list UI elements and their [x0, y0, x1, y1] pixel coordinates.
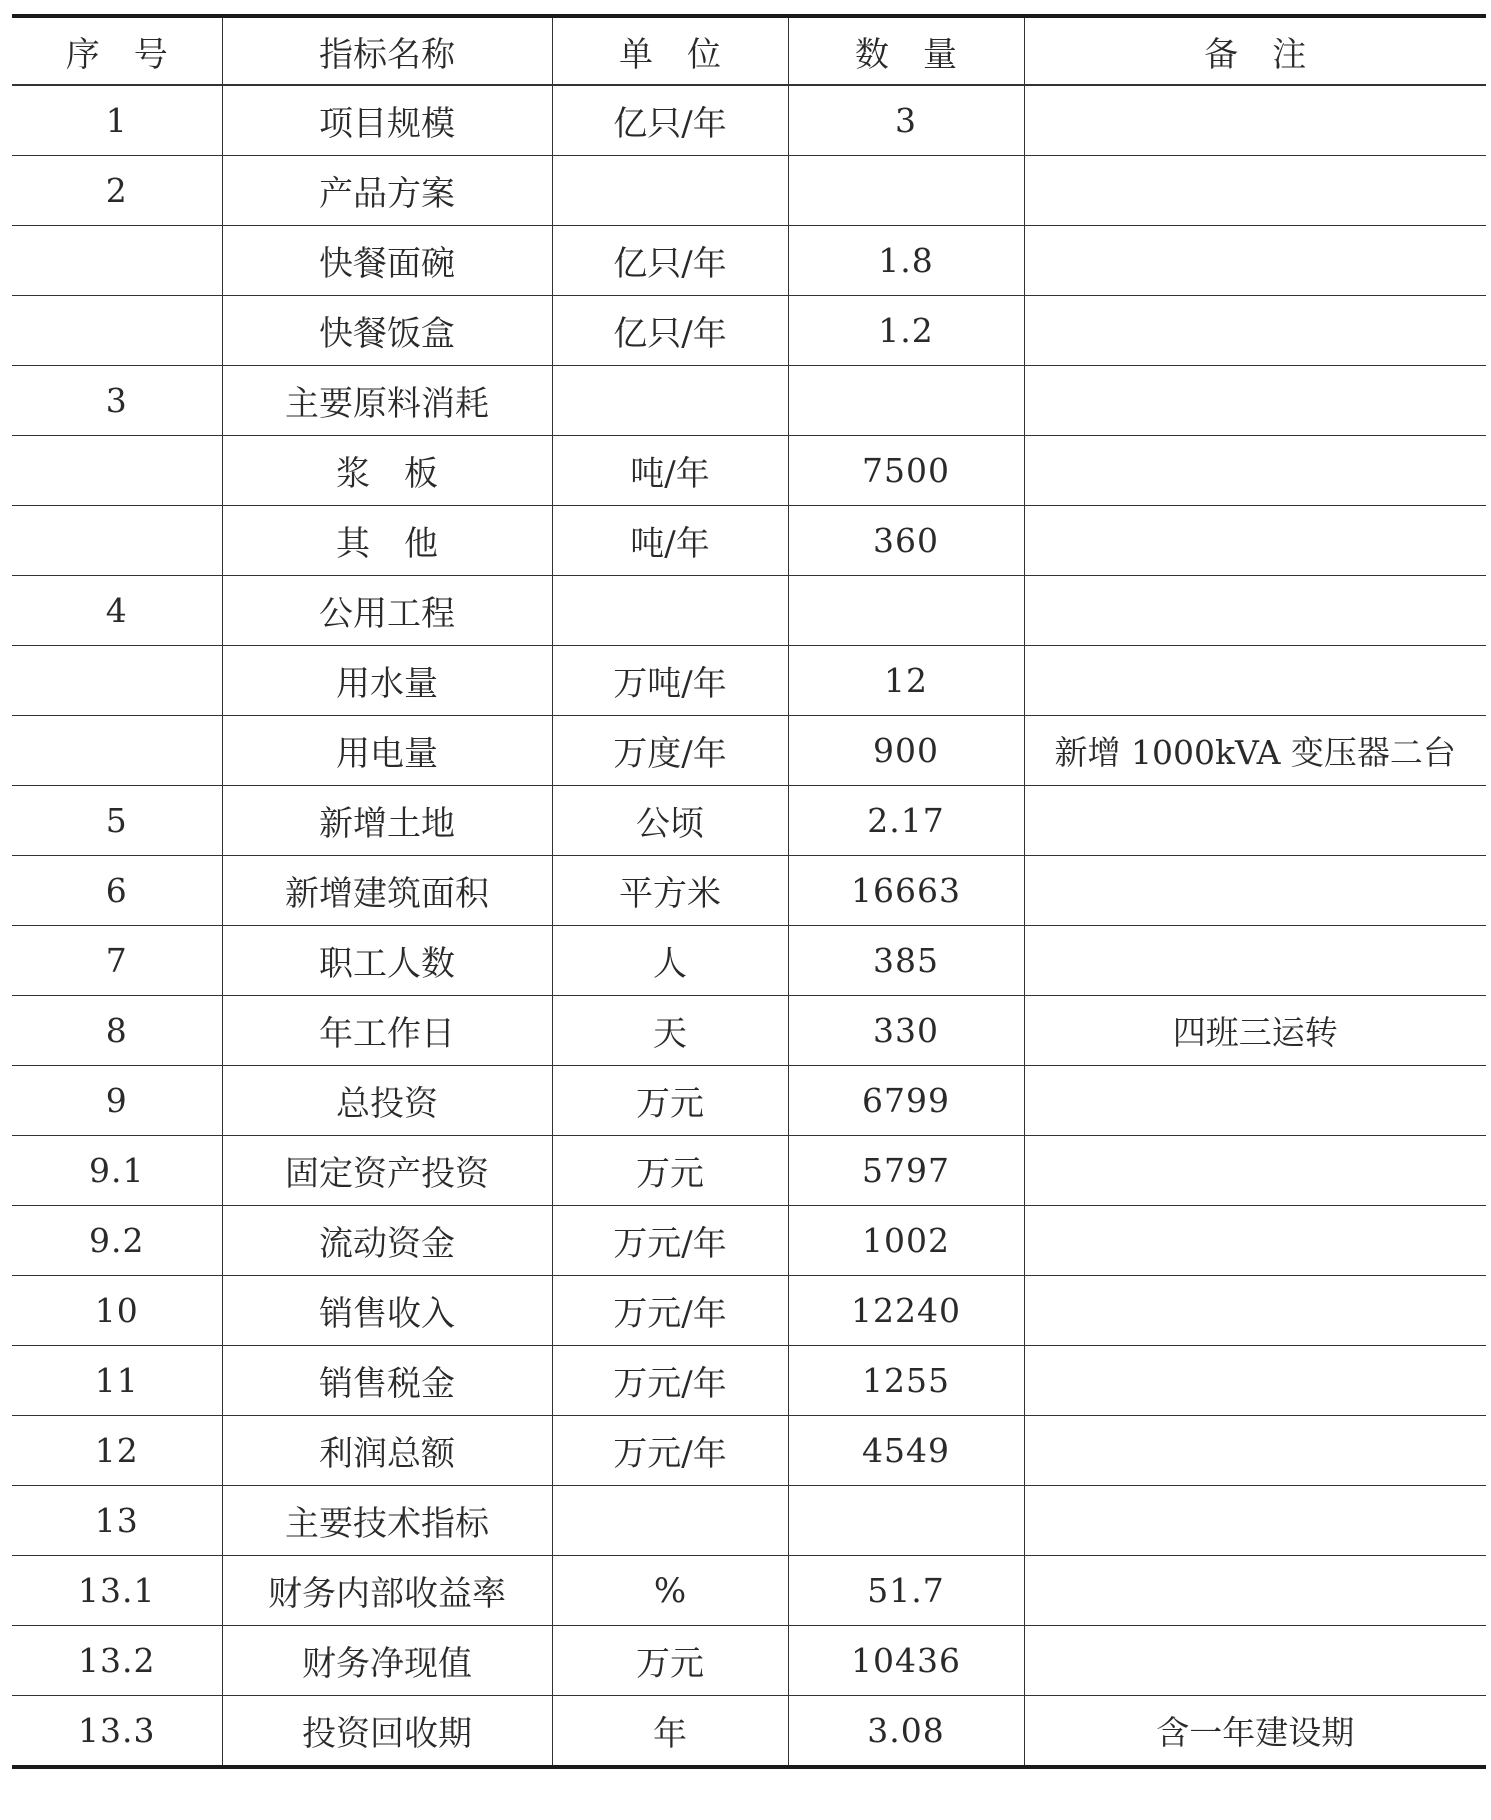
cell-remarks: [1024, 1346, 1486, 1416]
cell-indicator-name: 项目规模: [222, 85, 552, 156]
table-row: [12, 1136, 1486, 1206]
cell-remarks: [1024, 1486, 1486, 1556]
cell-indicator-name: 固定资产投资: [222, 1136, 552, 1206]
cell-indicator-name: 快餐饭盒: [222, 296, 552, 366]
cell-unit: 吨/年: [552, 506, 788, 576]
cell-quantity: [788, 156, 1024, 226]
cell-remarks: [1024, 1206, 1486, 1276]
table-row: [12, 156, 1486, 226]
table-header: [12, 16, 1486, 85]
header-row: [12, 16, 1486, 85]
table-row: [12, 1066, 1486, 1136]
table-row: [12, 296, 1486, 366]
cell-unit: 平方米: [552, 856, 788, 926]
cell-quantity: 2.17: [788, 786, 1024, 856]
cell-serial-number: [12, 296, 222, 366]
table-row: [12, 1346, 1486, 1416]
cell-serial-number: 9: [12, 1066, 222, 1136]
cell-indicator-name: 总投资: [222, 1066, 552, 1136]
cell-remarks: [1024, 646, 1486, 716]
cell-serial-number: 13.3: [12, 1696, 222, 1768]
cell-indicator-name: 主要原料消耗: [222, 366, 552, 436]
cell-serial-number: 11: [12, 1346, 222, 1416]
cell-serial-number: [12, 646, 222, 716]
cell-quantity: 4549: [788, 1416, 1024, 1486]
cell-serial-number: [12, 506, 222, 576]
cell-quantity: 12: [788, 646, 1024, 716]
cell-unit: 亿只/年: [552, 226, 788, 296]
table-row: [12, 1206, 1486, 1276]
cell-serial-number: 12: [12, 1416, 222, 1486]
cell-unit: 万元: [552, 1136, 788, 1206]
header-unit: 单 位: [552, 16, 788, 85]
table-row: [12, 85, 1486, 156]
cell-indicator-name: 新增建筑面积: [222, 856, 552, 926]
cell-quantity: 900: [788, 716, 1024, 786]
cell-quantity: [788, 1486, 1024, 1556]
cell-quantity: 6799: [788, 1066, 1024, 1136]
cell-quantity: 385: [788, 926, 1024, 996]
table-row: [12, 366, 1486, 436]
cell-serial-number: 8: [12, 996, 222, 1066]
cell-indicator-name: 公用工程: [222, 576, 552, 646]
cell-quantity: 330: [788, 996, 1024, 1066]
cell-indicator-name: 用水量: [222, 646, 552, 716]
cell-serial-number: 2: [12, 156, 222, 226]
cell-unit: 公顷: [552, 786, 788, 856]
cell-quantity: 7500: [788, 436, 1024, 506]
indicator-table: [12, 14, 1486, 1769]
cell-serial-number: 4: [12, 576, 222, 646]
header-serial-number: 序 号: [12, 16, 222, 85]
table-row: [12, 1556, 1486, 1626]
cell-remarks: [1024, 85, 1486, 156]
cell-quantity: 1.8: [788, 226, 1024, 296]
cell-unit: 亿只/年: [552, 85, 788, 156]
cell-indicator-name: 浆 板: [222, 436, 552, 506]
cell-unit: 万吨/年: [552, 646, 788, 716]
cell-indicator-name: 新增土地: [222, 786, 552, 856]
cell-serial-number: 5: [12, 786, 222, 856]
cell-serial-number: [12, 226, 222, 296]
cell-indicator-name: 年工作日: [222, 996, 552, 1066]
cell-remarks: [1024, 226, 1486, 296]
cell-quantity: 16663: [788, 856, 1024, 926]
cell-remarks: [1024, 1276, 1486, 1346]
cell-quantity: 3: [788, 85, 1024, 156]
cell-remarks: [1024, 366, 1486, 436]
cell-remarks: [1024, 1626, 1486, 1696]
cell-indicator-name: 销售收入: [222, 1276, 552, 1346]
table-row: [12, 996, 1486, 1066]
cell-quantity: 12240: [788, 1276, 1024, 1346]
cell-quantity: 5797: [788, 1136, 1024, 1206]
header-quantity: 数 量: [788, 16, 1024, 85]
cell-remarks: [1024, 1416, 1486, 1486]
cell-unit: 万度/年: [552, 716, 788, 786]
cell-indicator-name: 快餐面碗: [222, 226, 552, 296]
cell-indicator-name: 投资回收期: [222, 1696, 552, 1768]
table-row: [12, 506, 1486, 576]
cell-indicator-name: 财务净现值: [222, 1626, 552, 1696]
table-row: [12, 1416, 1486, 1486]
table-row: [12, 926, 1486, 996]
cell-unit: 吨/年: [552, 436, 788, 506]
cell-remarks: [1024, 576, 1486, 646]
table-row: [12, 1696, 1486, 1768]
cell-indicator-name: 主要技术指标: [222, 1486, 552, 1556]
table-row: [12, 1626, 1486, 1696]
cell-quantity: [788, 366, 1024, 436]
cell-serial-number: [12, 436, 222, 506]
cell-unit: 年: [552, 1696, 788, 1768]
cell-quantity: 1.2: [788, 296, 1024, 366]
cell-quantity: 1002: [788, 1206, 1024, 1276]
cell-remarks: [1024, 156, 1486, 226]
cell-unit: 万元/年: [552, 1346, 788, 1416]
cell-quantity: 360: [788, 506, 1024, 576]
cell-serial-number: 10: [12, 1276, 222, 1346]
cell-remarks: [1024, 436, 1486, 506]
cell-indicator-name: 销售税金: [222, 1346, 552, 1416]
cell-remarks: 含一年建设期: [1024, 1696, 1486, 1768]
cell-remarks: [1024, 786, 1486, 856]
cell-unit: 万元/年: [552, 1206, 788, 1276]
cell-quantity: [788, 576, 1024, 646]
cell-remarks: [1024, 926, 1486, 996]
cell-quantity: 3.08: [788, 1696, 1024, 1768]
table-row: [12, 786, 1486, 856]
cell-indicator-name: 财务内部收益率: [222, 1556, 552, 1626]
cell-serial-number: 13.2: [12, 1626, 222, 1696]
cell-unit: %: [552, 1556, 788, 1626]
table-body: [12, 85, 1486, 1767]
cell-remarks: [1024, 1556, 1486, 1626]
header-indicator-name: 指标名称: [222, 16, 552, 85]
table-row: [12, 436, 1486, 506]
cell-indicator-name: 职工人数: [222, 926, 552, 996]
cell-unit: [552, 156, 788, 226]
cell-indicator-name: 产品方案: [222, 156, 552, 226]
cell-remarks: [1024, 296, 1486, 366]
header-remarks: 备 注: [1024, 16, 1486, 85]
cell-indicator-name: 用电量: [222, 716, 552, 786]
cell-indicator-name: 流动资金: [222, 1206, 552, 1276]
cell-unit: 万元: [552, 1066, 788, 1136]
cell-unit: 天: [552, 996, 788, 1066]
cell-quantity: 51.7: [788, 1556, 1024, 1626]
cell-remarks: [1024, 856, 1486, 926]
table-row: [12, 1276, 1486, 1346]
cell-quantity: 10436: [788, 1626, 1024, 1696]
cell-indicator-name: 其 他: [222, 506, 552, 576]
table-row: [12, 226, 1486, 296]
cell-unit: [552, 576, 788, 646]
cell-unit: 万元: [552, 1626, 788, 1696]
cell-remarks: 四班三运转: [1024, 996, 1486, 1066]
cell-unit: [552, 1486, 788, 1556]
cell-indicator-name: 利润总额: [222, 1416, 552, 1486]
table-row: [12, 716, 1486, 786]
cell-unit: 万元/年: [552, 1276, 788, 1346]
table-row: [12, 576, 1486, 646]
cell-remarks: 新增 1000kVA 变压器二台: [1024, 716, 1486, 786]
cell-serial-number: 7: [12, 926, 222, 996]
cell-unit: [552, 366, 788, 436]
cell-unit: 万元/年: [552, 1416, 788, 1486]
indicator-table-container: [12, 14, 1486, 1769]
cell-quantity: 1255: [788, 1346, 1024, 1416]
cell-remarks: [1024, 1066, 1486, 1136]
table-row: [12, 1486, 1486, 1556]
cell-serial-number: 13: [12, 1486, 222, 1556]
cell-serial-number: 6: [12, 856, 222, 926]
cell-remarks: [1024, 1136, 1486, 1206]
cell-serial-number: 9.1: [12, 1136, 222, 1206]
cell-serial-number: 9.2: [12, 1206, 222, 1276]
cell-serial-number: 13.1: [12, 1556, 222, 1626]
table-row: [12, 646, 1486, 716]
table-row: [12, 856, 1486, 926]
cell-serial-number: 3: [12, 366, 222, 436]
cell-unit: 人: [552, 926, 788, 996]
cell-remarks: [1024, 506, 1486, 576]
cell-serial-number: 1: [12, 85, 222, 156]
cell-unit: 亿只/年: [552, 296, 788, 366]
cell-serial-number: [12, 716, 222, 786]
